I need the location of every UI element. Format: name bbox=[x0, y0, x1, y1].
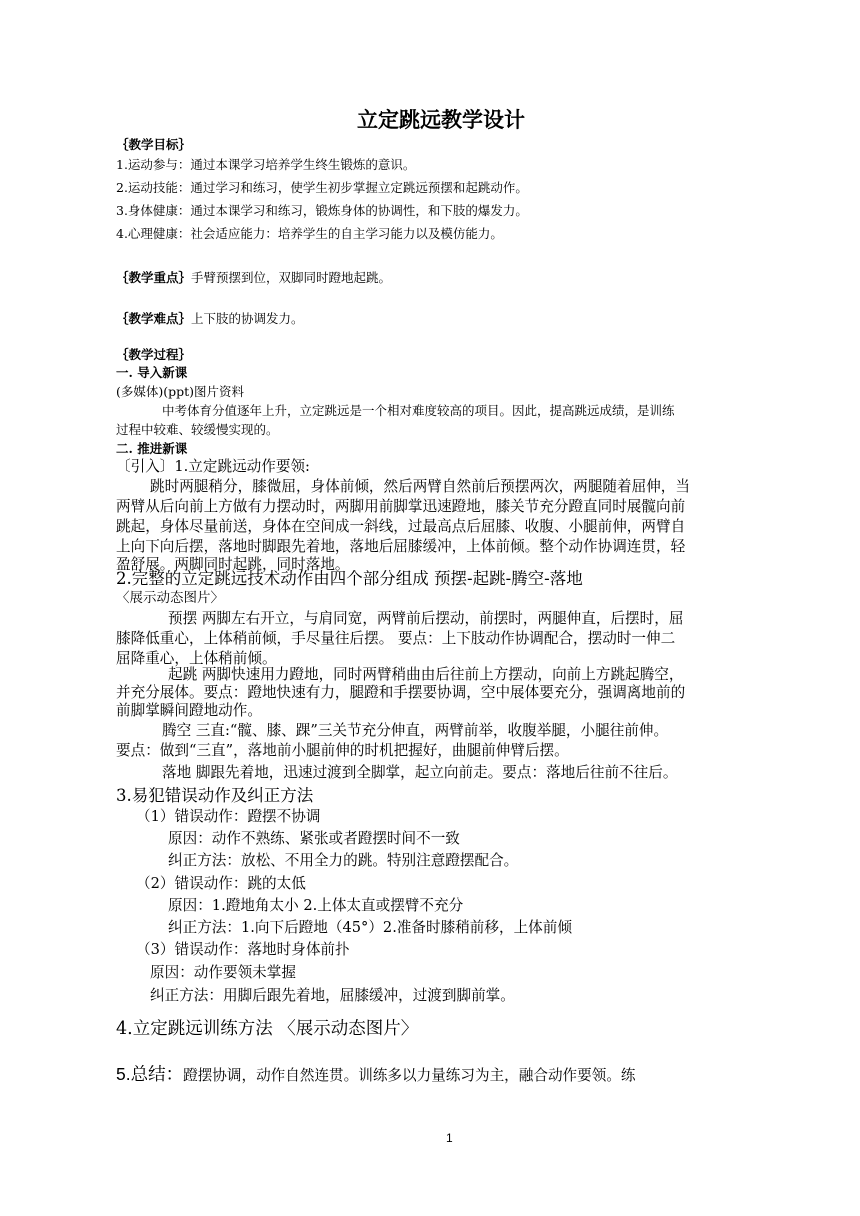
preswing-paragraph: 膝降低重心，上体稍前倾，手尽量往后摆。 要点：上下肢动作协调配合，摆动时一伸二 bbox=[116, 630, 676, 647]
item-2-media: 〈展示动态图片〉 bbox=[116, 590, 224, 606]
error-item: （2）错误动作：跳的太低 bbox=[136, 875, 306, 892]
goal-item: 1.运动参与：通过本课学习培养学生终生锻炼的意识。 bbox=[116, 157, 416, 172]
error-item: （1）错误动作：蹬摆不协调 bbox=[136, 808, 321, 825]
item-2-heading: 2.完整的立定跳远技术动作由四个部分组成 预摆-起跳-腾空-落地 bbox=[116, 569, 583, 588]
intro-paragraph: 盈舒展。两脚同时起跳，同时落地。 bbox=[116, 556, 350, 573]
intro-line: 〔引入〕1.立定跳远动作要领: bbox=[116, 458, 310, 475]
page-number: 1 bbox=[446, 1131, 453, 1145]
section-2-heading: 二. 推进新课 bbox=[116, 441, 188, 456]
takeoff-paragraph: 并充分展体。要点：蹬地快速有力，腿蹬和手摆要协调，空中展体要充分，强调离地前的 bbox=[116, 684, 686, 701]
error-fix: 纠正方法：1.向下后蹬地（45°）2.准备时膝稍前移，上体前倾 bbox=[168, 919, 572, 936]
section-1-heading: 一. 导入新课 bbox=[116, 365, 188, 380]
flight-paragraph: 要点：做到“三直”，落地前小腿前伸的时机把握好，曲腿前伸臂后摆。 bbox=[116, 742, 569, 759]
error-item: （3）错误动作：落地时身体前扑 bbox=[136, 941, 350, 958]
goal-item: 3.身体健康：通过本课学习和练习，锻炼身体的协调性，和下肢的爆发力。 bbox=[116, 203, 528, 218]
section-1-paragraph: 中考体育分值逐年上升，立定跳远是一个相对难度较高的项目。因此，提高跳远成绩，是训练 bbox=[162, 403, 675, 418]
section-1-media: (多媒体)(ppt)图片资料 bbox=[116, 384, 245, 399]
goals-heading: ｛教学目标｝ bbox=[116, 137, 192, 152]
error-fix: 纠正方法：用脚后跟先着地，屈膝缓冲，过渡到脚前掌。 bbox=[150, 987, 515, 1004]
intro-paragraph: 上向下向后摆，落地时脚跟先着地，落地后屈膝缓冲，上体前倾。整个动作协调连贯，轻 bbox=[116, 538, 686, 555]
key-point-label: ｛教学重点｝ bbox=[116, 270, 192, 285]
item-5-label: 5.总结： bbox=[116, 1064, 184, 1084]
flight-paragraph: 腾空 三直:“髋、膝、踝”三关节充分伸直，两臂前举，收腹举腿，小腿往前伸。 bbox=[162, 722, 669, 739]
difficulty-label: ｛教学难点｝ bbox=[116, 311, 192, 326]
process-heading: ｛教学过程｝ bbox=[116, 347, 192, 362]
key-point-text: 手臂预摆到位，双脚同时蹬地起跳。 bbox=[191, 270, 392, 285]
intro-paragraph: 两臂从后向前上方做有力摆动时，两脚用前脚掌迅速蹬地，膝关节充分蹬直同时展髋向前 bbox=[116, 498, 686, 515]
error-cause: 原因：动作不熟练、紧张或者蹬摆时间不一致 bbox=[168, 830, 460, 847]
item-5-text: 蹬摆协调，动作自然连贯。训练多以力量练习为主，融合动作要领。练 bbox=[183, 1067, 636, 1084]
item-5-summary bbox=[116, 1064, 636, 1085]
preswing-paragraph: 预摆 两脚左右开立，与肩同宽，两臂前后摆动，前摆时，两腿伸直，后摆时，屈 bbox=[168, 610, 684, 627]
intro-paragraph: 跳时两腿稍分，膝微屈，身体前倾，然后两臂自然前后预摆两次，两腿随着屈伸，当 bbox=[150, 478, 690, 495]
takeoff-paragraph: 起跳 两脚快速用力蹬地，同时两臂稍曲由后往前上方摆动，向前上方跳起腾空， bbox=[168, 666, 684, 683]
item-3-heading: 3.易犯错误动作及纠正方法 bbox=[116, 786, 314, 805]
goal-item: 2.运动技能：通过学习和练习，使学生初步掌握立定跳远预摆和起跳动作。 bbox=[116, 180, 528, 195]
difficulty-text: 上下肢的协调发力。 bbox=[191, 311, 304, 326]
error-cause: 原因：动作要领未掌握 bbox=[150, 964, 296, 981]
key-point bbox=[116, 270, 391, 285]
section-1-paragraph: 过程中较难、较缓慢实现的。 bbox=[116, 422, 279, 437]
takeoff-paragraph: 前脚掌瞬间蹬地动作。 bbox=[116, 702, 262, 719]
landing-paragraph: 落地 脚跟先着地，迅速过渡到全脚掌，起立向前走。要点：落地后往前不往后。 bbox=[162, 764, 678, 781]
intro-paragraph: 跳起，身体尽量前送，身体在空间成一斜线，过最高点后屈膝、收腹、小腿前伸，两臂自 bbox=[116, 518, 686, 535]
goal-item: 4.心理健康：社会适应能力：培养学生的自主学习能力以及模仿能力。 bbox=[116, 226, 503, 241]
error-cause: 原因：1.蹬地角太小 2.上体太直或摆臂不充分 bbox=[168, 897, 464, 914]
error-fix: 纠正方法：放松、不用全力的跳。特别注意蹬摆配合。 bbox=[168, 852, 519, 869]
item-4-heading: 4.立定跳远训练方法 〈展示动态图片〉 bbox=[116, 1019, 419, 1039]
document-title: 立定跳远教学设计 bbox=[357, 108, 525, 132]
difficulty bbox=[116, 311, 304, 326]
preswing-paragraph: 屈降重心，上体稍前倾。 bbox=[116, 650, 277, 667]
